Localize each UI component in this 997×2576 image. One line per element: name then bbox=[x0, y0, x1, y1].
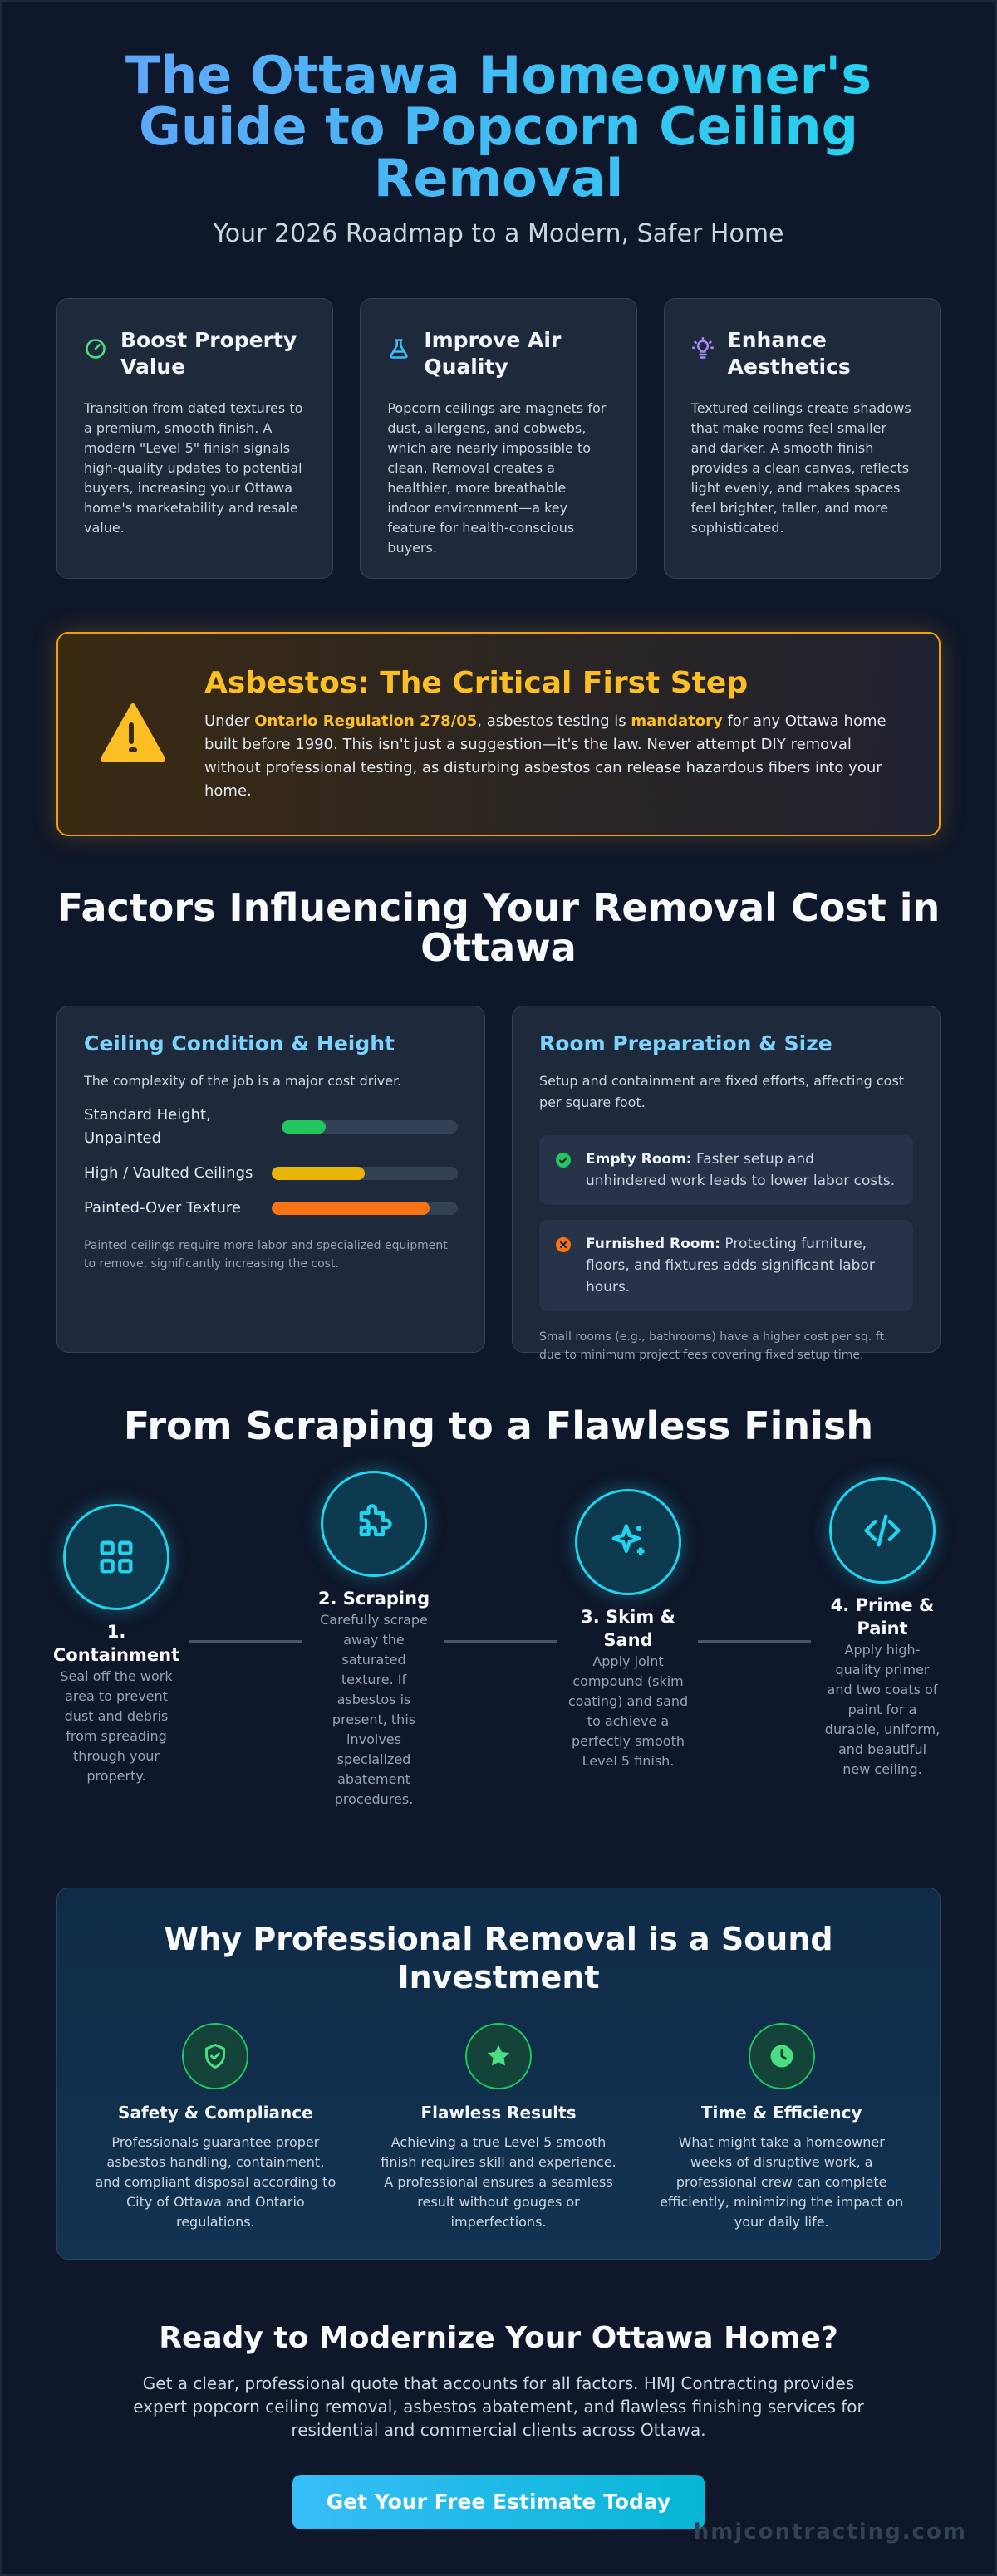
alert-text: Under Ontario Regulation 278/05, asbestos testing is mandatory for any Ottawa home built before 1990. This isn't just a suggestion—it's the law. Never attempt DIY removal without professional testing, as disturbing asbestos can release hazardous fibers into your home. bbox=[204, 712, 886, 800]
step-connector bbox=[189, 1640, 302, 1643]
investment-item-title: Flawless Results bbox=[420, 2103, 577, 2123]
cost-bar-fill bbox=[282, 1120, 326, 1134]
page-title: The Ottawa Homeowner's Guide to Popcorn Ceiling Removal bbox=[100, 50, 897, 204]
factors-title: Factors Influencing Your Removal Cost in Ottawa bbox=[56, 885, 941, 970]
investment-item-text: Professionals guarantee proper asbestos handling, containment, and compliant disposal according to City of Ottawa and Ontario regulations. bbox=[95, 2134, 336, 2230]
x-circle-icon bbox=[556, 1237, 571, 1252]
benefit-text: Textured ceilings create shadows that make rooms feel smaller and darker. A smooth finish provides a clean canvas, reflects light evenly, and makes spaces feel brighter, taller, and more sophisticated. bbox=[690, 400, 911, 536]
benefit-text: Transition from dated textures to a premium, smooth finish. A modern "Level 5" finish signals high-quality updates to potential buyers, increasing your Ottawa home's marketability and resale value. bbox=[84, 400, 303, 536]
process-timeline bbox=[50, 1471, 947, 1844]
cta-title: Ready to Modernize Your Ottawa Home? bbox=[159, 2321, 838, 2355]
benefit-title: Enhance Aesthetics bbox=[727, 328, 851, 379]
condition-desc: The complexity of the job is a major cost driver. bbox=[84, 1073, 402, 1089]
process-title: From Scraping to a Flawless Finish bbox=[123, 1403, 874, 1448]
process-step bbox=[558, 1489, 698, 1771]
step-circle bbox=[321, 1471, 427, 1577]
step-text: Apply high-quality primer and two coats of paint for a durable, uniform, and beautiful new ceiling. bbox=[824, 1642, 941, 1777]
benefit-text: Popcorn ceilings are magnets for dust, allergens, and cobwebs, which are nearly impossible to clean. Removal creates a healthier, more breathable indoor environment—a key feature for health-conscious buyers. bbox=[387, 400, 607, 556]
process-step bbox=[813, 1477, 952, 1780]
code-icon bbox=[861, 1509, 904, 1552]
process-step bbox=[50, 1504, 183, 1786]
step-title: 3. Skim & Sand bbox=[581, 1607, 675, 1650]
step-text: Seal off the work area to prevent dust and debris from spreading through your property. bbox=[60, 1668, 173, 1784]
step-title: 1. Containment bbox=[52, 1622, 180, 1665]
empty-room-item: Empty Room: Faster setup and unhindered work leads to lower labor costs. bbox=[539, 1135, 913, 1205]
cost-bar-fill bbox=[272, 1167, 365, 1180]
brand-watermark: hmjcontracting.com bbox=[693, 2520, 967, 2544]
step-connector bbox=[698, 1640, 811, 1643]
sparkle-icon bbox=[607, 1521, 650, 1564]
cost-bar-track bbox=[272, 1167, 458, 1180]
benefit-title: Boost Property Value bbox=[120, 328, 297, 379]
cost-bar-label: Standard Height, Unpainted bbox=[84, 1106, 211, 1147]
cost-bar-fill bbox=[272, 1202, 430, 1215]
process-step bbox=[304, 1471, 444, 1810]
investment-item-text: Achieving a true Level 5 smooth finish requires skill and experience. A professional ensures a seamless result without gouges or imperfections. bbox=[381, 2134, 616, 2230]
step-circle bbox=[575, 1489, 681, 1595]
benefit-title: Improve Air Quality bbox=[424, 328, 562, 379]
room-title: Room Preparation & Size bbox=[539, 1031, 832, 1055]
cost-bar-track bbox=[272, 1202, 458, 1215]
furnished-room-item: Furnished Room: Protecting furniture, floors, and fixtures adds significant labor hours. bbox=[539, 1220, 913, 1311]
page-subtitle: Your 2026 Roadmap to a Modern, Safer Home bbox=[213, 219, 784, 248]
check-circle-icon bbox=[556, 1153, 571, 1168]
condition-title: Ceiling Condition & Height bbox=[84, 1031, 395, 1055]
free-estimate-button[interactable]: Get Your Free Estimate Today bbox=[292, 2475, 705, 2529]
step-text: Apply joint compound (skim coating) and sand to achieve a perfectly smooth Level 5 finish. bbox=[567, 1653, 689, 1769]
grid-icon bbox=[95, 1535, 138, 1579]
cost-bar-track bbox=[282, 1120, 458, 1134]
investment-item-text: What might take a homeowner weeks of disruptive work, a professional crew can complete efficiently, minimizing the impact on your daily life. bbox=[660, 2134, 904, 2230]
step-connector bbox=[444, 1640, 557, 1643]
cta-text: Get a clear, professional quote that accounts for all factors. HMJ Contracting provides expert popcorn ceiling removal, asbestos abatement, and flawless finishing services for residential and commercial clients across Ottawa. bbox=[133, 2373, 864, 2440]
regulation-highlight: Ontario Regulation 278/05 bbox=[254, 712, 478, 730]
investment-item-title: Safety & Compliance bbox=[118, 2103, 313, 2123]
step-text: Carefully scrape away the saturated texture. If asbestos is present, this involves specialized abatement procedures. bbox=[320, 1612, 428, 1807]
room-note: Small rooms (e.g., bathrooms) have a higher cost per sq. ft. due to minimum project fees covering fixed setup time. bbox=[539, 1330, 888, 1362]
step-title: 4. Prime & Paint bbox=[830, 1595, 935, 1638]
step-circle bbox=[63, 1504, 169, 1610]
room-desc: Setup and containment are fixed efforts, affecting cost per square foot. bbox=[539, 1073, 905, 1110]
cost-bar-label: Painted-Over Texture bbox=[84, 1199, 241, 1217]
cost-bar-label: High / Vaulted Ceilings bbox=[84, 1164, 253, 1182]
puzzle-icon bbox=[352, 1502, 395, 1545]
step-circle bbox=[829, 1477, 936, 1584]
condition-note: Painted ceilings require more labor and specialized equipment to remove, significantly increasing the cost. bbox=[84, 1239, 448, 1271]
investment-item-title: Time & Efficiency bbox=[700, 2103, 862, 2123]
step-title: 2. Scraping bbox=[317, 1589, 430, 1609]
mandatory-highlight: mandatory bbox=[631, 712, 723, 730]
alert-title: Asbestos: The Critical First Step bbox=[204, 665, 749, 700]
investment-title: Why Professional Removal is a Sound Investment bbox=[164, 1921, 833, 1996]
